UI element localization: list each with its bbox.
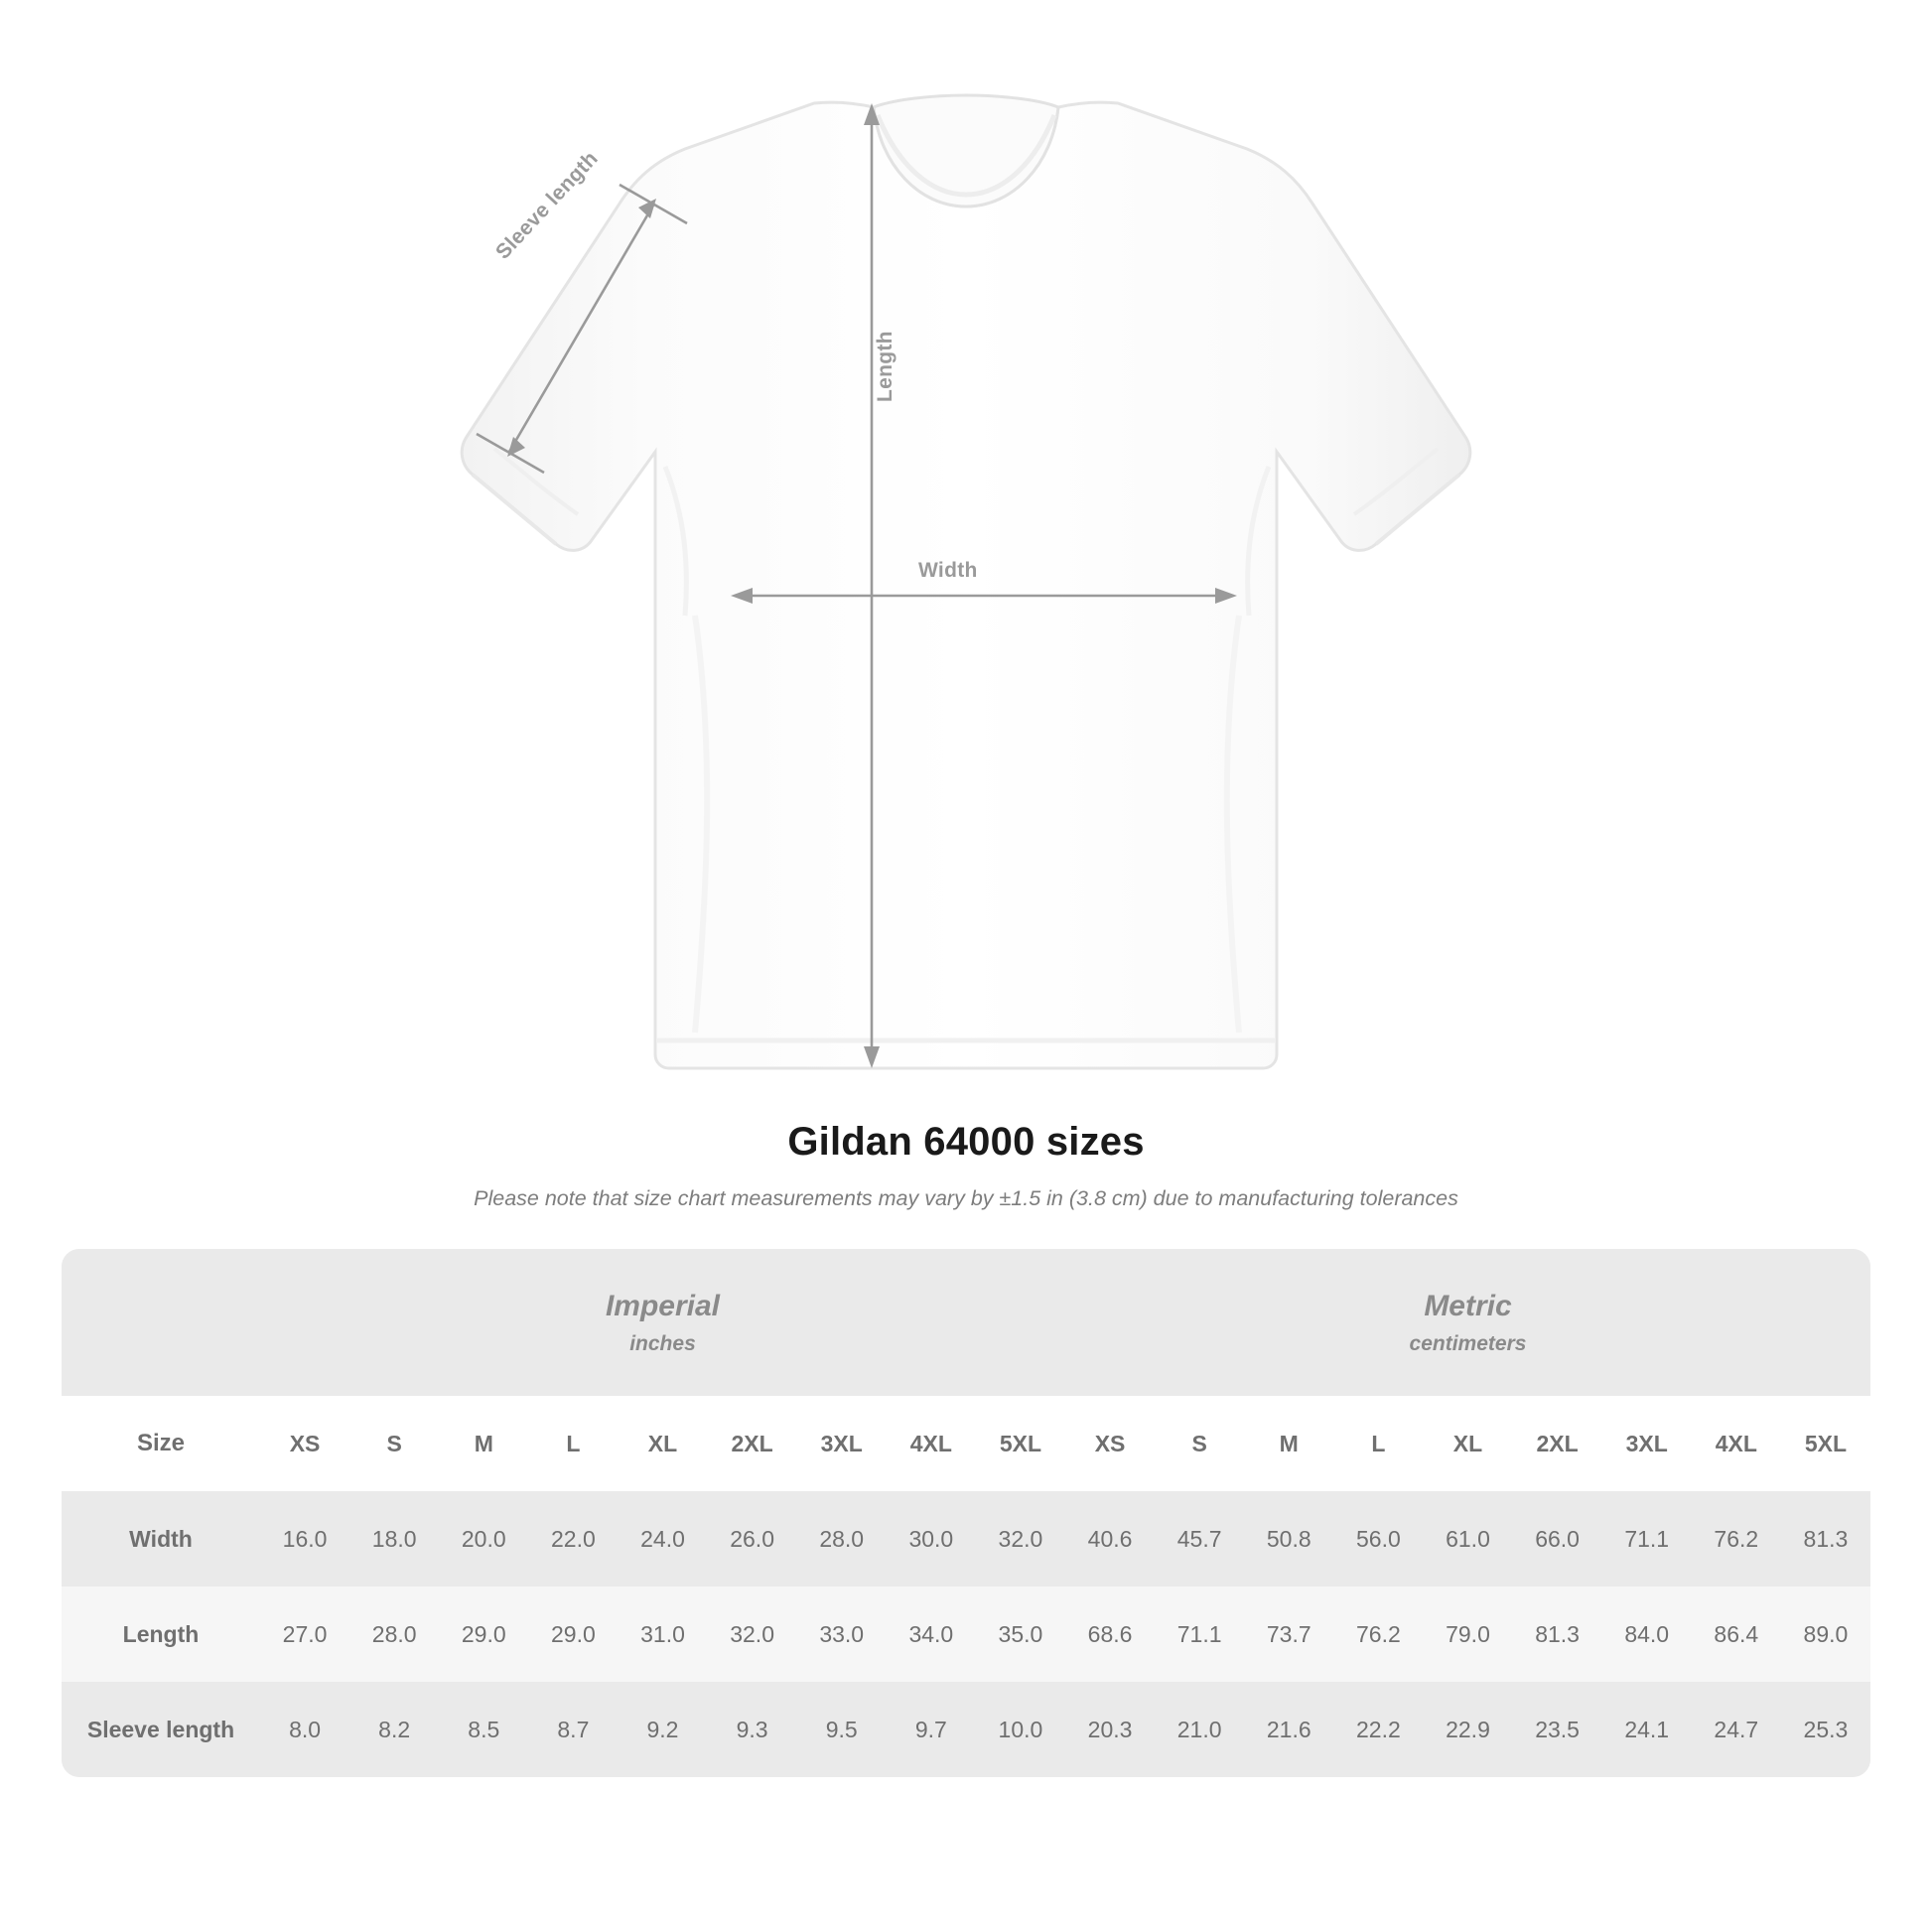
tolerance-note: Please note that size chart measurements may vary by ±1.5 in (3.8 cm) due to manufacturing tolerances [474,1186,1458,1210]
table-cell: 25.3 [1781,1682,1870,1777]
size-header-cell: M [1244,1396,1333,1491]
table-cell: 31.0 [618,1587,707,1682]
table-cell: 35.0 [976,1587,1065,1682]
size-header-cell: 3XL [797,1396,887,1491]
size-header-cell: XL [1423,1396,1512,1491]
table-cell: 22.9 [1423,1682,1512,1777]
table-cell: 8.0 [260,1682,349,1777]
metric-unit-header [1065,1249,1870,1396]
size-header-cell: M [439,1396,528,1491]
size-header-cell: 3XL [1602,1396,1692,1491]
size-header-cell: 5XL [976,1396,1065,1491]
imperial-unit-header [260,1249,1065,1396]
table-cell: 22.2 [1333,1682,1423,1777]
table-cell: 22.0 [528,1491,618,1587]
table-cell: 28.0 [349,1587,439,1682]
table-cell: 50.8 [1244,1491,1333,1587]
table-row [62,1587,1870,1682]
imperial-unit-name: Imperial [605,1289,721,1322]
table-row [62,1491,1870,1587]
table-cell: 8.7 [528,1682,618,1777]
table-cell: 30.0 [887,1491,976,1587]
table-cell: 20.0 [439,1491,528,1587]
table-cell: 84.0 [1602,1587,1692,1682]
size-header-cell: 2XL [1513,1396,1602,1491]
sleeve-length-dimension-label: Sleeve length [491,147,603,264]
size-header-cell: S [1155,1396,1244,1491]
table-cell: 9.3 [708,1682,797,1777]
table-cell: 86.4 [1692,1587,1781,1682]
table-cell: 76.2 [1333,1587,1423,1682]
size-table-container [62,1249,1870,1777]
table-cell: 21.6 [1244,1682,1333,1777]
table-cell: 71.1 [1602,1491,1692,1587]
size-header-cell: XL [618,1396,707,1491]
table-cell: 9.2 [618,1682,707,1777]
page-title: Gildan 64000 sizes [787,1120,1145,1164]
table-cell: 34.0 [887,1587,976,1682]
size-header-cell: 5XL [1781,1396,1870,1491]
table-cell: 61.0 [1423,1491,1512,1587]
table-cell: 40.6 [1065,1491,1155,1587]
table-cell: 28.0 [797,1491,887,1587]
table-cell: 21.0 [1155,1682,1244,1777]
size-table [62,1249,1870,1777]
size-header-cell: L [1333,1396,1423,1491]
size-header-cell: 4XL [1692,1396,1781,1491]
row-label-width: Width [62,1491,260,1587]
table-cell: 71.1 [1155,1587,1244,1682]
table-cell: 56.0 [1333,1491,1423,1587]
size-header-cell: 2XL [708,1396,797,1491]
row-label-length: Length [62,1587,260,1682]
table-corner-cell [62,1249,260,1396]
metric-unit-sub: centimeters [1409,1331,1527,1355]
table-cell: 26.0 [708,1491,797,1587]
table-cell: 68.6 [1065,1587,1155,1682]
table-cell: 81.3 [1781,1491,1870,1587]
table-cell: 66.0 [1513,1491,1602,1587]
table-cell: 8.2 [349,1682,439,1777]
table-cell: 18.0 [349,1491,439,1587]
table-cell: 23.5 [1513,1682,1602,1777]
table-cell: 16.0 [260,1491,349,1587]
imperial-unit-sub: inches [629,1331,696,1355]
size-header-cell: L [528,1396,618,1491]
metric-unit-name: Metric [1424,1289,1512,1322]
table-cell: 32.0 [976,1491,1065,1587]
size-header-cell: XS [260,1396,349,1491]
table-cell: 32.0 [708,1587,797,1682]
table-cell: 9.5 [797,1682,887,1777]
table-cell: 24.7 [1692,1682,1781,1777]
row-label-sleeve-length: Sleeve length [62,1682,260,1777]
table-cell: 27.0 [260,1587,349,1682]
size-header-cell: XS [1065,1396,1155,1491]
table-cell: 81.3 [1513,1587,1602,1682]
table-cell: 24.0 [618,1491,707,1587]
table-cell: 29.0 [439,1587,528,1682]
table-cell: 29.0 [528,1587,618,1682]
table-cell: 10.0 [976,1682,1065,1777]
length-dimension-label: Length [874,331,897,402]
unit-header-row [62,1249,1870,1396]
table-cell: 79.0 [1423,1587,1512,1682]
table-cell: 45.7 [1155,1491,1244,1587]
table-cell: 33.0 [797,1587,887,1682]
table-cell: 8.5 [439,1682,528,1777]
size-header-cell: 4XL [887,1396,976,1491]
table-cell: 24.1 [1602,1682,1692,1777]
table-cell: 9.7 [887,1682,976,1777]
table-cell: 76.2 [1692,1491,1781,1587]
width-dimension-label: Width [918,559,978,582]
size-header-row [62,1396,1870,1491]
title-block [0,1120,1932,1211]
size-header-cell: S [349,1396,439,1491]
size-row-label: Size [62,1396,260,1491]
table-cell: 73.7 [1244,1587,1333,1682]
table-row [62,1682,1870,1777]
table-cell: 89.0 [1781,1587,1870,1682]
table-cell: 20.3 [1065,1682,1155,1777]
